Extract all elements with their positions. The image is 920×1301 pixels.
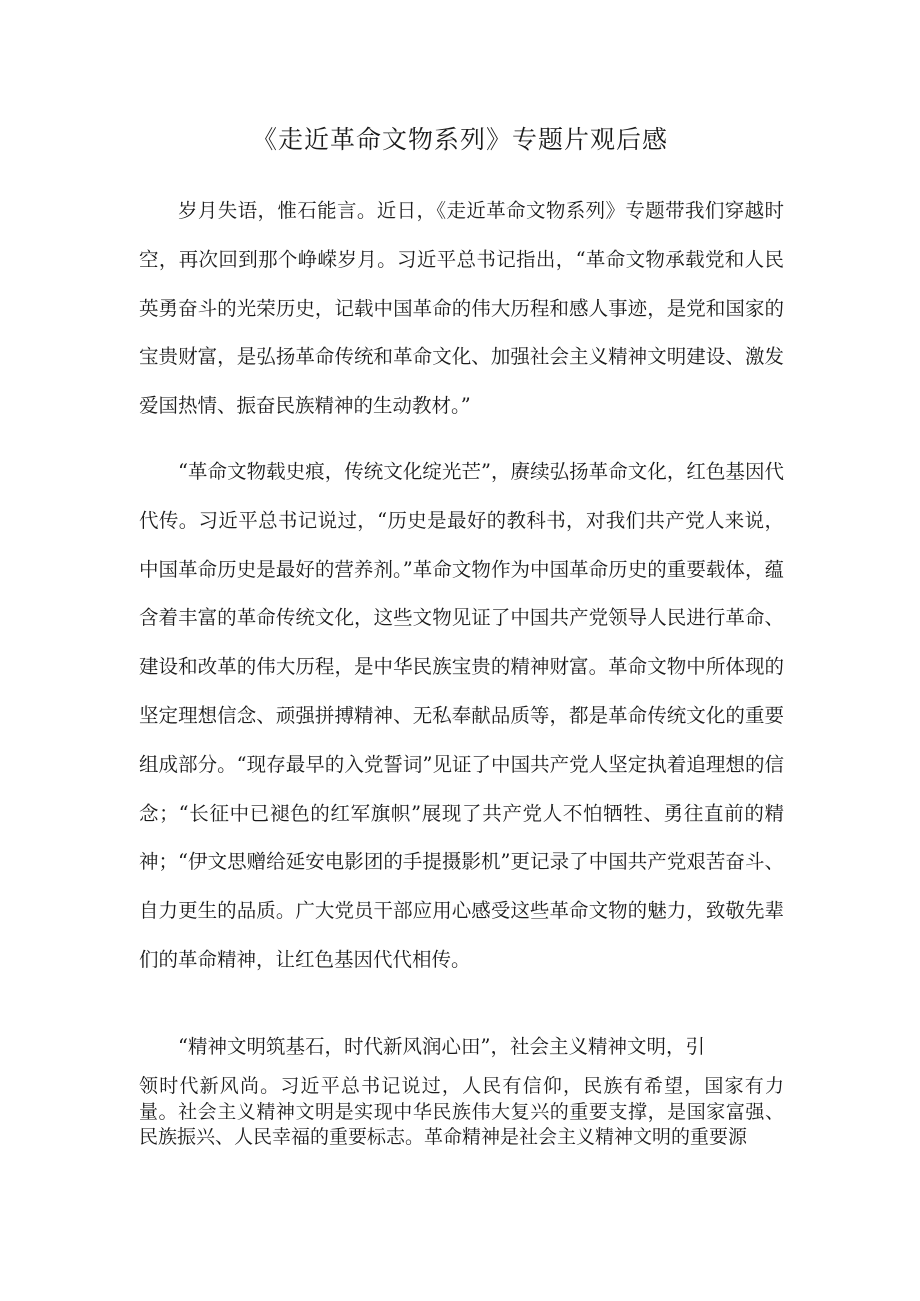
- paragraph-1: 岁月失语，惟石能言。近日，《走近革命文物系列》专题带我们穿越时空，再次回到那个峥嵘岁月。习近平总书记指出，“革命文物承载党和人民英勇奋斗的光荣历史，记载中国革命的伟大历程和感人事迹，是党和国家的宝贵财富，是弘扬革命传统和革命文化、加强社会主义精神文明建设、激发爱国热情、振奋民族精神的生动教材。”: [139, 199, 784, 418]
- paragraph-4: 领时代新风尚。习近平总书记说过，人民有信仰，民族有希望，国家有力量。社会主义精神文明是实现中华民族伟大复兴的重要支撑，是国家富强、民族振兴、人民幸福的重要标志。革命精神是社会主义精神文明的重要源: [139, 1075, 784, 1148]
- document-title: 《走近革命文物系列》专题片观后感: [251, 125, 668, 154]
- paragraph-2: “革命文物载史痕，传统文化绽光芒”，赓续弘扬革命文化，红色基因代代传。习近平总书记说过，“历史是最好的教科书，对我们共产党人来说，中国革命历史是最好的营养剂。”革命文物作为中国革命历史的重要载体，蕴含着丰富的革命传统文化，这些文物见证了中国共产党领导人民进行革命、建设和改革的伟大历程，是中华民族宝贵的精神财富。革命文物中所体现的坚定理想信念、顽强拼搏精神、无私奉献品质等，都是革命传统文化的重要组成部分。“现存最早的入党誓词”见证了中国共产党人坚定执着追理想的信念；“长征中已褪色的红军旗帜”展现了共产党人不怕牺牲、勇往直前的精神；“伊文思赠给延安电影团的手提摄影机”更记录了中国共产党艰苦奋斗、自力更生的品质。广大党员干部应用心感受这些革命文物的魅力，致敬先辈们的革命精神，让红色基因代代相传。: [139, 460, 784, 971]
- paragraph-3: “精神文明筑基石，时代新风润心田”，社会主义精神文明，引: [178, 1035, 705, 1058]
